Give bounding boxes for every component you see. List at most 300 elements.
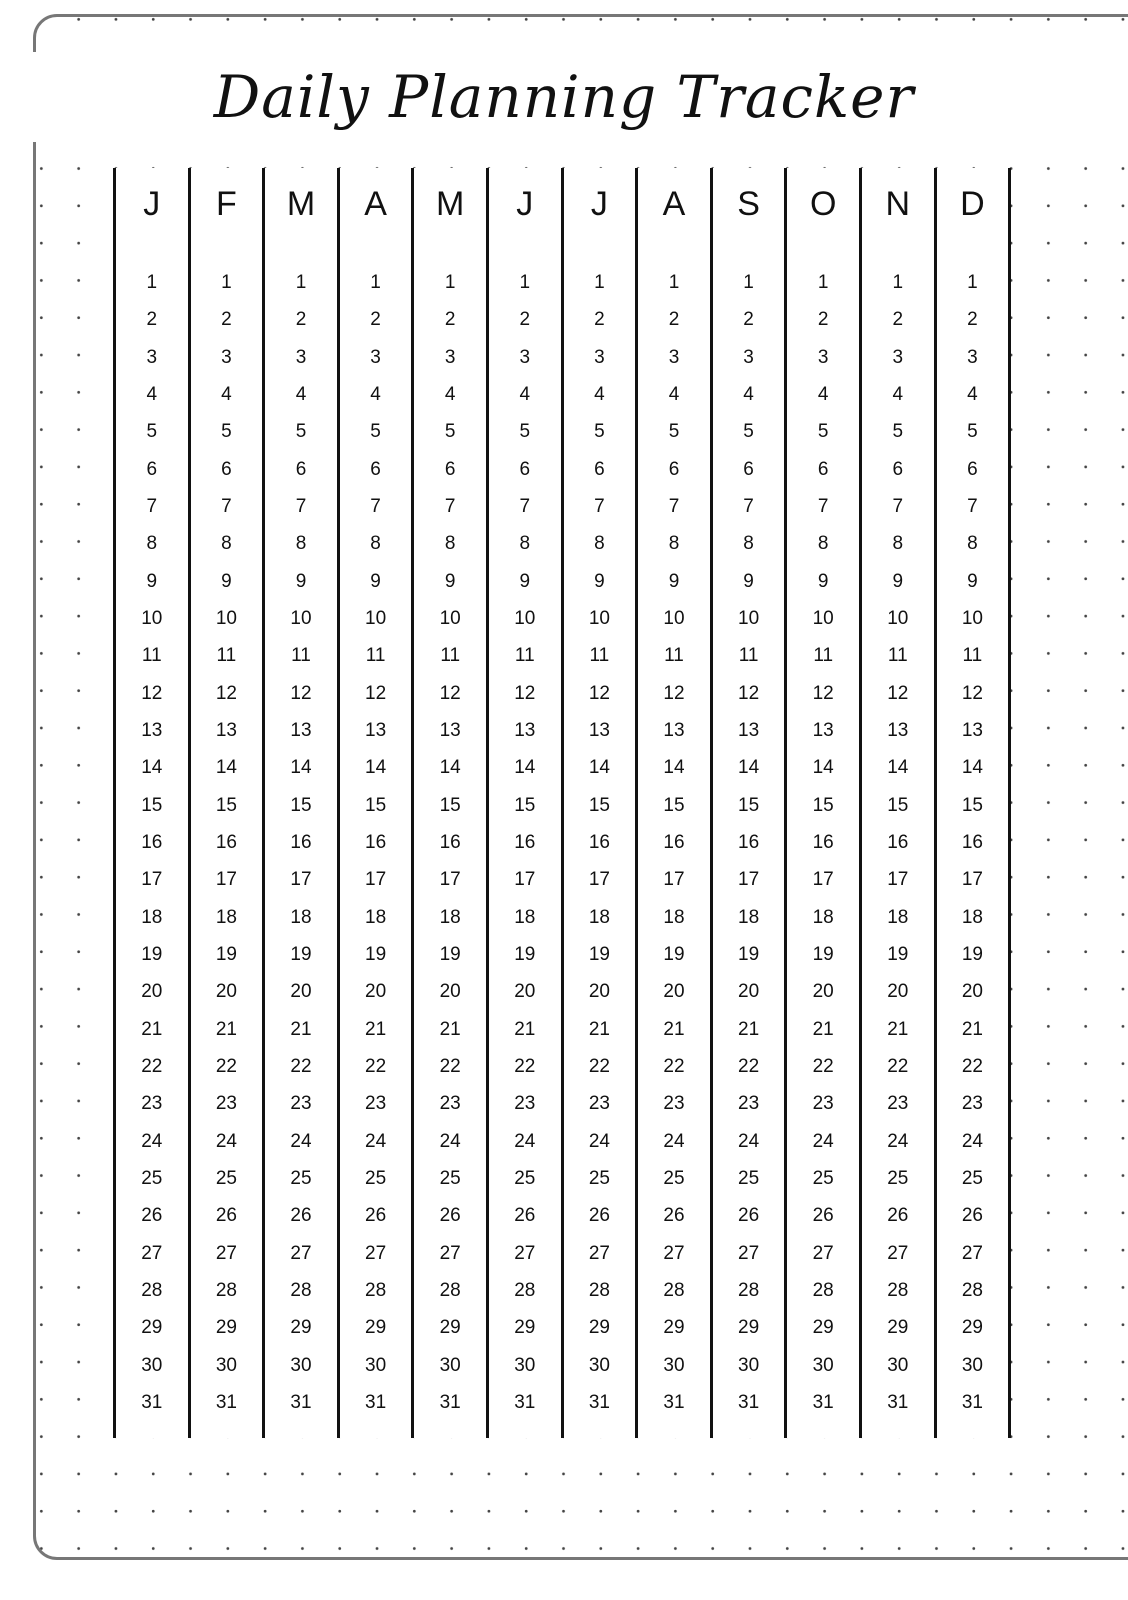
day-cell[interactable]: 15 — [290, 794, 312, 816]
day-cell[interactable]: 27 — [141, 1242, 163, 1264]
day-cell[interactable]: 27 — [887, 1242, 909, 1264]
day-cell[interactable]: 13 — [141, 719, 163, 741]
day-cell[interactable]: 26 — [365, 1205, 387, 1227]
day-cell[interactable]: 11 — [216, 645, 237, 667]
day-cell[interactable]: 2 — [146, 309, 158, 331]
day-cell[interactable]: 10 — [290, 607, 312, 629]
day-cell[interactable]: 21 — [439, 1018, 461, 1040]
day-cell[interactable]: 27 — [365, 1242, 387, 1264]
day-cell[interactable]: 20 — [738, 981, 760, 1003]
day-cell[interactable]: 31 — [290, 1391, 312, 1413]
day-cell[interactable]: 17 — [290, 869, 312, 891]
day-cell[interactable]: 21 — [514, 1018, 536, 1040]
day-cell[interactable]: 8 — [146, 533, 158, 555]
day-cell[interactable]: 18 — [887, 906, 909, 928]
day-cell[interactable]: 22 — [887, 1055, 909, 1077]
day-cell[interactable]: 5 — [817, 421, 829, 443]
day-cell[interactable]: 29 — [961, 1317, 983, 1339]
day-cell[interactable]: 20 — [961, 981, 983, 1003]
day-cell[interactable]: 30 — [290, 1354, 312, 1376]
day-cell[interactable]: 8 — [519, 533, 531, 555]
day-cell[interactable]: 6 — [444, 458, 456, 480]
day-cell[interactable]: 31 — [961, 1391, 983, 1413]
day-cell[interactable]: 2 — [594, 309, 605, 331]
day-cell[interactable]: 24 — [961, 1130, 983, 1152]
day-cell[interactable]: 7 — [817, 495, 829, 517]
day-cell[interactable]: 16 — [961, 831, 983, 853]
day-cell[interactable]: 12 — [215, 682, 237, 704]
day-cell[interactable]: 18 — [365, 906, 387, 928]
day-cell[interactable]: 14 — [961, 757, 983, 779]
day-cell[interactable]: 4 — [743, 383, 754, 405]
day-cell[interactable]: 1 — [146, 272, 158, 293]
day-cell[interactable]: 8 — [967, 533, 978, 555]
day-cell[interactable]: 26 — [738, 1205, 760, 1227]
day-cell[interactable]: 20 — [514, 981, 536, 1003]
day-cell[interactable]: 23 — [738, 1093, 760, 1115]
day-cell[interactable]: 5 — [967, 421, 978, 443]
day-cell[interactable]: 20 — [887, 981, 909, 1003]
day-cell[interactable]: 9 — [743, 570, 754, 592]
day-cell[interactable]: 14 — [887, 757, 909, 779]
day-cell[interactable]: 22 — [141, 1055, 163, 1077]
day-cell[interactable]: 3 — [146, 346, 158, 368]
day-cell[interactable]: 13 — [812, 719, 834, 741]
day-cell[interactable]: 30 — [961, 1354, 983, 1376]
day-cell[interactable]: 5 — [146, 421, 158, 443]
day-cell[interactable]: 15 — [215, 794, 237, 816]
day-cell[interactable]: 18 — [663, 906, 685, 928]
day-cell[interactable]: 19 — [439, 943, 461, 965]
day-cell[interactable]: 23 — [663, 1093, 685, 1115]
day-cell[interactable]: 28 — [812, 1279, 834, 1301]
day-cell[interactable]: 1 — [668, 272, 680, 293]
day-cell[interactable]: 11 — [514, 645, 535, 667]
day-cell[interactable]: 19 — [365, 943, 387, 965]
day-cell[interactable]: 31 — [514, 1391, 536, 1413]
day-cell[interactable]: 6 — [743, 458, 754, 480]
day-cell[interactable]: 24 — [887, 1130, 909, 1152]
day-cell[interactable]: 31 — [663, 1391, 685, 1413]
day-cell[interactable]: 13 — [365, 719, 387, 741]
day-cell[interactable]: 31 — [812, 1391, 834, 1413]
day-cell[interactable]: 9 — [221, 570, 232, 592]
day-cell[interactable]: 2 — [967, 309, 978, 331]
day-cell[interactable]: 19 — [812, 943, 834, 965]
day-cell[interactable]: 27 — [215, 1242, 237, 1264]
day-cell[interactable]: 10 — [365, 607, 387, 629]
day-cell[interactable]: 28 — [588, 1279, 610, 1301]
day-cell[interactable]: 19 — [290, 943, 312, 965]
day-cell[interactable]: 30 — [663, 1354, 685, 1376]
day-cell[interactable]: 22 — [588, 1055, 610, 1077]
day-cell[interactable]: 10 — [439, 607, 461, 629]
day-cell[interactable]: 15 — [738, 794, 760, 816]
day-cell[interactable]: 26 — [215, 1205, 237, 1227]
day-cell[interactable]: 12 — [887, 682, 909, 704]
day-cell[interactable]: 27 — [439, 1242, 461, 1264]
day-cell[interactable]: 23 — [439, 1093, 461, 1115]
day-cell[interactable]: 28 — [663, 1279, 685, 1301]
day-cell[interactable]: 6 — [892, 458, 904, 480]
day-cell[interactable]: 1 — [444, 272, 456, 293]
day-cell[interactable]: 29 — [738, 1317, 760, 1339]
day-cell[interactable]: 1 — [370, 272, 381, 293]
day-cell[interactable]: 4 — [444, 383, 456, 405]
day-cell[interactable]: 4 — [370, 383, 381, 405]
day-cell[interactable]: 9 — [892, 570, 904, 592]
day-cell[interactable]: 3 — [519, 346, 531, 368]
day-cell[interactable]: 17 — [439, 869, 461, 891]
day-cell[interactable]: 5 — [519, 421, 531, 443]
day-cell[interactable]: 20 — [215, 981, 237, 1003]
day-cell[interactable]: 11 — [887, 645, 908, 667]
day-cell[interactable]: 20 — [663, 981, 685, 1003]
day-cell[interactable]: 2 — [668, 309, 680, 331]
day-cell[interactable]: 18 — [588, 906, 610, 928]
day-cell[interactable]: 30 — [141, 1354, 163, 1376]
day-cell[interactable]: 31 — [439, 1391, 461, 1413]
day-cell[interactable]: 25 — [365, 1167, 387, 1189]
day-cell[interactable]: 5 — [295, 421, 307, 443]
day-cell[interactable]: 1 — [743, 272, 754, 293]
day-cell[interactable]: 26 — [514, 1205, 536, 1227]
day-cell[interactable]: 15 — [812, 794, 834, 816]
day-cell[interactable]: 8 — [892, 533, 904, 555]
day-cell[interactable]: 11 — [141, 645, 162, 667]
day-cell[interactable]: 29 — [215, 1317, 237, 1339]
day-cell[interactable]: 18 — [961, 906, 983, 928]
day-cell[interactable]: 27 — [514, 1242, 536, 1264]
day-cell[interactable]: 28 — [961, 1279, 983, 1301]
day-cell[interactable]: 23 — [215, 1093, 237, 1115]
day-cell[interactable]: 29 — [812, 1317, 834, 1339]
day-cell[interactable]: 12 — [365, 682, 387, 704]
day-cell[interactable]: 22 — [365, 1055, 387, 1077]
day-cell[interactable]: 16 — [439, 831, 461, 853]
day-cell[interactable]: 6 — [967, 458, 978, 480]
day-cell[interactable]: 24 — [588, 1130, 610, 1152]
day-cell[interactable]: 19 — [663, 943, 685, 965]
day-cell[interactable]: 25 — [290, 1167, 312, 1189]
day-cell[interactable]: 30 — [514, 1354, 536, 1376]
day-cell[interactable]: 18 — [290, 906, 312, 928]
day-cell[interactable]: 10 — [514, 607, 536, 629]
day-cell[interactable]: 14 — [588, 757, 610, 779]
day-cell[interactable]: 11 — [365, 645, 386, 667]
day-cell[interactable]: 2 — [892, 309, 904, 331]
day-cell[interactable]: 14 — [439, 757, 461, 779]
day-cell[interactable]: 29 — [290, 1317, 312, 1339]
day-cell[interactable]: 14 — [141, 757, 163, 779]
day-cell[interactable]: 3 — [743, 346, 754, 368]
day-cell[interactable]: 6 — [221, 458, 232, 480]
day-cell[interactable]: 4 — [817, 383, 829, 405]
day-cell[interactable]: 17 — [738, 869, 760, 891]
day-cell[interactable]: 24 — [215, 1130, 237, 1152]
day-cell[interactable]: 28 — [215, 1279, 237, 1301]
day-cell[interactable]: 1 — [221, 272, 232, 293]
day-cell[interactable]: 30 — [588, 1354, 610, 1376]
day-cell[interactable]: 8 — [444, 533, 456, 555]
day-cell[interactable]: 1 — [892, 272, 904, 293]
day-cell[interactable]: 23 — [588, 1093, 610, 1115]
day-cell[interactable]: 10 — [588, 607, 610, 629]
day-cell[interactable]: 25 — [738, 1167, 760, 1189]
day-cell[interactable]: 15 — [365, 794, 387, 816]
day-cell[interactable]: 4 — [295, 383, 307, 405]
day-cell[interactable]: 16 — [738, 831, 760, 853]
day-cell[interactable]: 10 — [663, 607, 685, 629]
day-cell[interactable]: 27 — [663, 1242, 685, 1264]
day-cell[interactable]: 12 — [961, 682, 983, 704]
day-cell[interactable]: 15 — [439, 794, 461, 816]
day-cell[interactable]: 16 — [588, 831, 610, 853]
day-cell[interactable]: 31 — [887, 1391, 909, 1413]
day-cell[interactable]: 28 — [365, 1279, 387, 1301]
day-cell[interactable]: 4 — [519, 383, 531, 405]
day-cell[interactable]: 5 — [221, 421, 232, 443]
day-cell[interactable]: 26 — [141, 1205, 163, 1227]
day-cell[interactable]: 15 — [141, 794, 163, 816]
day-cell[interactable]: 12 — [141, 682, 163, 704]
day-cell[interactable]: 1 — [519, 272, 531, 293]
day-cell[interactable]: 2 — [519, 309, 531, 331]
day-cell[interactable]: 2 — [221, 309, 232, 331]
day-cell[interactable]: 5 — [743, 421, 754, 443]
day-cell[interactable]: 15 — [663, 794, 685, 816]
day-cell[interactable]: 21 — [290, 1018, 312, 1040]
day-cell[interactable]: 5 — [594, 421, 605, 443]
day-cell[interactable]: 17 — [514, 869, 536, 891]
day-cell[interactable]: 28 — [439, 1279, 461, 1301]
day-cell[interactable]: 13 — [439, 719, 461, 741]
day-cell[interactable]: 21 — [588, 1018, 610, 1040]
day-cell[interactable]: 14 — [663, 757, 685, 779]
day-cell[interactable]: 15 — [588, 794, 610, 816]
day-cell[interactable]: 31 — [588, 1391, 610, 1413]
day-cell[interactable]: 30 — [215, 1354, 237, 1376]
day-cell[interactable]: 12 — [439, 682, 461, 704]
day-cell[interactable]: 11 — [664, 645, 684, 667]
day-cell[interactable]: 12 — [588, 682, 610, 704]
day-cell[interactable]: 21 — [215, 1018, 237, 1040]
day-cell[interactable]: 9 — [817, 570, 829, 592]
day-cell[interactable]: 20 — [141, 981, 163, 1003]
day-cell[interactable]: 21 — [141, 1018, 163, 1040]
day-cell[interactable]: 4 — [221, 383, 232, 405]
day-cell[interactable]: 15 — [961, 794, 983, 816]
day-cell[interactable]: 13 — [588, 719, 610, 741]
day-cell[interactable]: 7 — [967, 495, 978, 517]
day-cell[interactable]: 19 — [961, 943, 983, 965]
day-cell[interactable]: 21 — [365, 1018, 387, 1040]
day-cell[interactable]: 4 — [967, 383, 978, 405]
day-cell[interactable]: 19 — [215, 943, 237, 965]
day-cell[interactable]: 11 — [291, 645, 311, 667]
day-cell[interactable]: 25 — [514, 1167, 536, 1189]
day-cell[interactable]: 18 — [812, 906, 834, 928]
day-cell[interactable]: 10 — [215, 607, 237, 629]
day-cell[interactable]: 1 — [295, 272, 307, 293]
day-cell[interactable]: 30 — [887, 1354, 909, 1376]
day-cell[interactable]: 18 — [141, 906, 163, 928]
day-cell[interactable]: 5 — [892, 421, 904, 443]
day-cell[interactable]: 26 — [663, 1205, 685, 1227]
day-cell[interactable]: 22 — [514, 1055, 536, 1077]
day-cell[interactable]: 14 — [514, 757, 536, 779]
day-cell[interactable]: 22 — [961, 1055, 983, 1077]
day-cell[interactable]: 25 — [215, 1167, 237, 1189]
day-cell[interactable]: 19 — [514, 943, 536, 965]
day-cell[interactable]: 25 — [961, 1167, 983, 1189]
day-cell[interactable]: 7 — [519, 495, 531, 517]
day-cell[interactable]: 27 — [961, 1242, 983, 1264]
day-cell[interactable]: 16 — [365, 831, 387, 853]
day-cell[interactable]: 29 — [887, 1317, 909, 1339]
day-cell[interactable]: 6 — [295, 458, 307, 480]
day-cell[interactable]: 5 — [444, 421, 456, 443]
day-cell[interactable]: 24 — [141, 1130, 163, 1152]
day-cell[interactable]: 17 — [887, 869, 909, 891]
day-cell[interactable]: 29 — [514, 1317, 536, 1339]
day-cell[interactable]: 9 — [967, 570, 978, 592]
day-cell[interactable]: 25 — [812, 1167, 834, 1189]
day-cell[interactable]: 13 — [961, 719, 983, 741]
day-cell[interactable]: 14 — [738, 757, 760, 779]
day-cell[interactable]: 13 — [663, 719, 685, 741]
day-cell[interactable]: 31 — [215, 1391, 237, 1413]
day-cell[interactable]: 6 — [817, 458, 829, 480]
day-cell[interactable]: 5 — [370, 421, 381, 443]
day-cell[interactable]: 3 — [370, 346, 381, 368]
day-cell[interactable]: 10 — [141, 607, 163, 629]
day-cell[interactable]: 16 — [887, 831, 909, 853]
day-cell[interactable]: 9 — [519, 570, 531, 592]
day-cell[interactable]: 25 — [887, 1167, 909, 1189]
day-cell[interactable]: 9 — [146, 570, 158, 592]
day-cell[interactable]: 24 — [663, 1130, 685, 1152]
day-cell[interactable]: 16 — [141, 831, 163, 853]
day-cell[interactable]: 8 — [817, 533, 829, 555]
day-cell[interactable]: 9 — [295, 570, 307, 592]
day-cell[interactable]: 9 — [444, 570, 456, 592]
day-cell[interactable]: 16 — [290, 831, 312, 853]
day-cell[interactable]: 23 — [812, 1093, 834, 1115]
day-cell[interactable]: 27 — [290, 1242, 312, 1264]
day-cell[interactable]: 30 — [812, 1354, 834, 1376]
day-cell[interactable]: 3 — [295, 346, 307, 368]
day-cell[interactable]: 31 — [365, 1391, 387, 1413]
day-cell[interactable]: 24 — [365, 1130, 387, 1152]
day-cell[interactable]: 11 — [440, 645, 461, 667]
day-cell[interactable]: 7 — [892, 495, 904, 517]
day-cell[interactable]: 26 — [887, 1205, 909, 1227]
day-cell[interactable]: 24 — [812, 1130, 834, 1152]
day-cell[interactable]: 29 — [141, 1317, 163, 1339]
day-cell[interactable]: 5 — [668, 421, 680, 443]
day-cell[interactable]: 13 — [514, 719, 536, 741]
day-cell[interactable]: 11 — [738, 645, 759, 667]
day-cell[interactable]: 10 — [738, 607, 760, 629]
day-cell[interactable]: 17 — [961, 869, 983, 891]
day-cell[interactable]: 22 — [290, 1055, 312, 1077]
day-cell[interactable]: 23 — [887, 1093, 909, 1115]
day-cell[interactable]: 16 — [215, 831, 237, 853]
day-cell[interactable]: 6 — [668, 458, 680, 480]
day-cell[interactable]: 26 — [290, 1205, 312, 1227]
day-cell[interactable]: 16 — [812, 831, 834, 853]
day-cell[interactable]: 7 — [146, 495, 158, 517]
day-cell[interactable]: 15 — [887, 794, 909, 816]
day-cell[interactable]: 8 — [221, 533, 232, 555]
day-cell[interactable]: 28 — [887, 1279, 909, 1301]
day-cell[interactable]: 7 — [594, 495, 605, 517]
day-cell[interactable]: 4 — [146, 383, 158, 405]
day-cell[interactable]: 19 — [887, 943, 909, 965]
day-cell[interactable]: 17 — [215, 869, 237, 891]
day-cell[interactable]: 7 — [743, 495, 754, 517]
day-cell[interactable]: 24 — [514, 1130, 536, 1152]
day-cell[interactable]: 1 — [967, 272, 978, 293]
day-cell[interactable]: 24 — [738, 1130, 760, 1152]
day-cell[interactable]: 12 — [663, 682, 685, 704]
day-cell[interactable]: 12 — [290, 682, 312, 704]
day-cell[interactable]: 14 — [365, 757, 387, 779]
day-cell[interactable]: 1 — [594, 272, 605, 293]
day-cell[interactable]: 29 — [439, 1317, 461, 1339]
day-cell[interactable]: 21 — [663, 1018, 685, 1040]
day-cell[interactable]: 21 — [887, 1018, 909, 1040]
day-cell[interactable]: 20 — [290, 981, 312, 1003]
day-cell[interactable]: 23 — [290, 1093, 312, 1115]
day-cell[interactable]: 24 — [290, 1130, 312, 1152]
day-cell[interactable]: 10 — [812, 607, 834, 629]
day-cell[interactable]: 7 — [370, 495, 381, 517]
day-cell[interactable]: 10 — [887, 607, 909, 629]
day-cell[interactable]: 18 — [215, 906, 237, 928]
day-cell[interactable]: 17 — [141, 869, 163, 891]
day-cell[interactable]: 14 — [812, 757, 834, 779]
day-cell[interactable]: 17 — [812, 869, 834, 891]
day-cell[interactable]: 15 — [514, 794, 536, 816]
day-cell[interactable]: 3 — [967, 346, 978, 368]
day-cell[interactable]: 20 — [812, 981, 834, 1003]
day-cell[interactable]: 27 — [812, 1242, 834, 1264]
day-cell[interactable]: 26 — [588, 1205, 610, 1227]
day-cell[interactable]: 3 — [892, 346, 904, 368]
day-cell[interactable]: 8 — [295, 533, 307, 555]
day-cell[interactable]: 6 — [370, 458, 381, 480]
day-cell[interactable]: 25 — [588, 1167, 610, 1189]
day-cell[interactable]: 31 — [141, 1391, 163, 1413]
day-cell[interactable]: 13 — [290, 719, 312, 741]
day-cell[interactable]: 1 — [817, 272, 829, 293]
day-cell[interactable]: 23 — [514, 1093, 536, 1115]
day-cell[interactable]: 2 — [817, 309, 829, 331]
day-cell[interactable]: 26 — [812, 1205, 834, 1227]
day-cell[interactable]: 11 — [813, 645, 834, 667]
day-cell[interactable]: 27 — [738, 1242, 760, 1264]
day-cell[interactable]: 28 — [141, 1279, 163, 1301]
day-cell[interactable]: 14 — [215, 757, 237, 779]
day-cell[interactable]: 27 — [588, 1242, 610, 1264]
day-cell[interactable]: 11 — [589, 645, 610, 667]
day-cell[interactable]: 18 — [738, 906, 760, 928]
day-cell[interactable]: 8 — [370, 533, 381, 555]
day-cell[interactable]: 13 — [738, 719, 760, 741]
day-cell[interactable]: 4 — [594, 383, 605, 405]
